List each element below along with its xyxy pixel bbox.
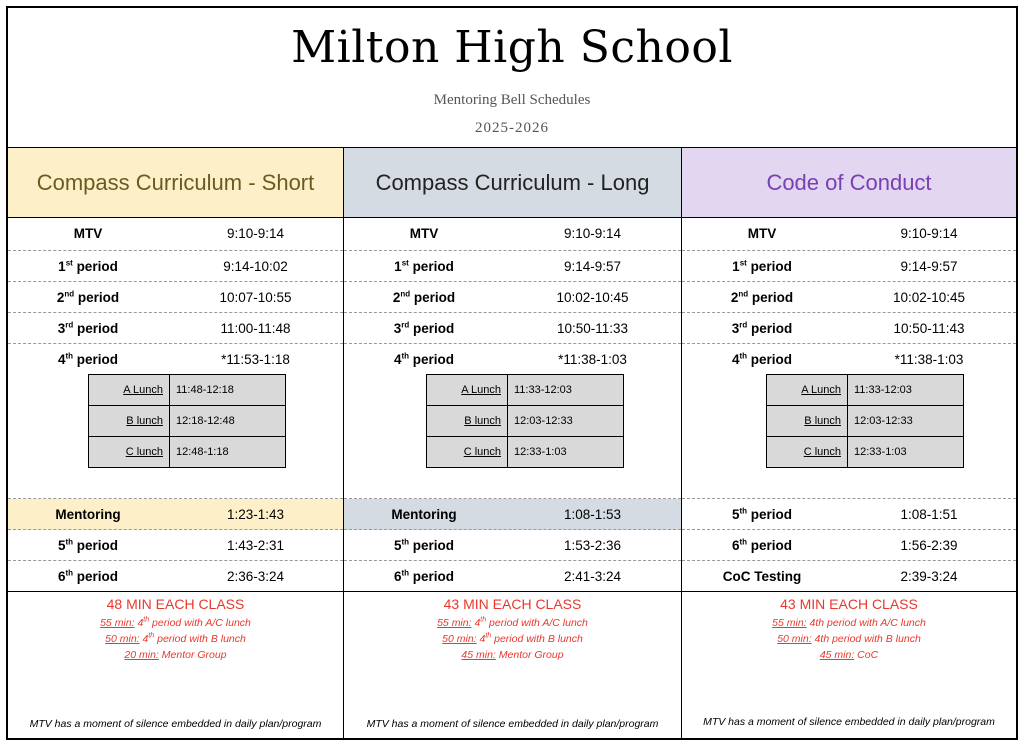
period-time: *11:38-1:03 — [558, 352, 627, 367]
class-notes — [344, 592, 681, 663]
class-notes — [8, 592, 343, 663]
ordinal-suffix: rd — [65, 320, 74, 330]
period-label: 3rd period — [393, 320, 455, 336]
period-time: 9:10-9:14 — [563, 226, 622, 241]
note-minutes: 50 min: — [442, 633, 477, 645]
schedule-row — [682, 344, 1016, 499]
note-line: 55 min: 4th period with A/C lunch — [437, 616, 588, 629]
note-minutes: 55 min: — [437, 617, 472, 629]
column-heading: Compass Curriculum - Long — [344, 148, 681, 218]
class-length: 43 MIN EACH CLASS — [443, 596, 582, 612]
period-label: CoC Testing — [722, 569, 802, 584]
schedule-row — [344, 561, 681, 592]
schedule-document — [6, 6, 1018, 740]
schedule-row — [682, 282, 1016, 313]
period-label: 2nd period — [730, 289, 794, 305]
schedule-row — [344, 313, 681, 344]
ordinal-suffix: st — [739, 258, 747, 268]
period-label: 6th period — [57, 568, 119, 584]
period-time: 1:08-1:53 — [563, 507, 622, 522]
period-label: 1st period — [732, 258, 792, 274]
period-time: 2:36-3:24 — [226, 569, 285, 584]
note-line: 45 min: Mentor Group — [461, 649, 564, 661]
period-time: 10:50-11:33 — [556, 321, 629, 336]
schedule-row — [682, 218, 1016, 251]
period-time: 11:00-11:48 — [220, 321, 291, 336]
period-label: 5th period — [731, 506, 793, 522]
ordinal-suffix: rd — [401, 320, 410, 330]
period-time: 9:10-9:14 — [900, 226, 958, 241]
schedule-row — [682, 499, 1016, 530]
lunch-name: C lunch — [767, 437, 848, 468]
ordinal-suffix: nd — [400, 289, 411, 299]
lunch-time: 12:03-12:33 — [848, 406, 964, 437]
schedule-row — [8, 499, 343, 530]
ordinal-suffix: th — [401, 537, 410, 547]
note-line: 50 min: 4th period with B lunch — [442, 632, 583, 645]
lunch-time: 11:33-12:03 — [508, 375, 624, 406]
period-label: 2nd period — [392, 289, 456, 305]
period-label: 3rd period — [731, 320, 793, 336]
document-header — [8, 8, 1016, 148]
period-label: Mentoring — [391, 507, 457, 522]
schedule-row — [344, 282, 681, 313]
ordinal-suffix: nd — [64, 289, 75, 299]
period-time: 1:53-2:36 — [563, 538, 622, 553]
ordinal-suffix: th — [480, 616, 487, 624]
ordinal-suffix: nd — [738, 289, 749, 299]
lunch-time: 11:33-12:03 — [848, 375, 964, 406]
class-length: 48 MIN EACH CLASS — [106, 596, 245, 612]
column-footer-note: MTV has a moment of silence embedded in daily plan/program — [29, 718, 322, 730]
lunch-time: 12:18-12:48 — [170, 406, 286, 437]
lunch-table — [88, 374, 286, 468]
period-time: 1:43-2:31 — [226, 538, 285, 553]
schedule-row — [682, 313, 1016, 344]
lunch-time: 12:48-1:18 — [170, 437, 286, 468]
column-heading: Compass Curriculum - Short — [8, 148, 343, 218]
period-time: *11:38-1:03 — [894, 352, 964, 367]
period-label: 1st period — [394, 258, 454, 274]
schedule-column — [344, 148, 682, 738]
lunch-time: 12:03-12:33 — [508, 406, 624, 437]
period-time: 10:50-11:43 — [893, 321, 965, 336]
ordinal-suffix: th — [65, 351, 74, 361]
period-label: MTV — [747, 226, 777, 241]
ordinal-suffix: th — [739, 537, 748, 547]
note-minutes: 45 min: — [819, 649, 855, 661]
schedule-row — [344, 499, 681, 530]
schedule-row — [682, 561, 1016, 592]
lunch-row — [427, 406, 624, 437]
period-label: MTV — [409, 226, 439, 241]
period-time: 9:14-10:02 — [223, 259, 288, 274]
schedule-row — [8, 282, 343, 313]
lunch-name: B lunch — [427, 406, 508, 437]
schedule-row — [8, 530, 343, 561]
period-label: 4th period — [57, 351, 119, 367]
document-subtitle: Mentoring Bell Schedules — [433, 92, 591, 108]
ordinal-suffix: th — [65, 537, 74, 547]
note-minutes: 20 min: — [124, 649, 159, 661]
schedule-row — [682, 530, 1016, 561]
ordinal-suffix: st — [401, 258, 409, 268]
lunch-name: B lunch — [767, 406, 848, 437]
period-time: 10:02-10:45 — [556, 290, 629, 305]
schedule-row — [344, 344, 681, 499]
lunch-name: C lunch — [427, 437, 508, 468]
schedule-row — [8, 344, 343, 499]
ordinal-suffix: st — [65, 258, 73, 268]
period-label: 6th period — [393, 568, 455, 584]
school-title: Milton High School — [291, 22, 733, 73]
lunch-row — [767, 437, 964, 468]
period-label: 1st period — [58, 258, 118, 274]
class-length: 43 MIN EACH CLASS — [780, 596, 918, 612]
lunch-time: 11:48-12:18 — [170, 375, 286, 406]
period-time: 1:23-1:43 — [226, 507, 285, 522]
period-time: 2:41-3:24 — [563, 569, 622, 584]
lunch-row — [427, 375, 624, 406]
lunch-table — [766, 374, 964, 468]
column-heading: Code of Conduct — [682, 148, 1016, 218]
class-notes — [682, 592, 1016, 663]
lunch-table — [426, 374, 624, 468]
note-minutes: 55 min: — [772, 617, 807, 629]
period-label: 6th period — [731, 537, 793, 553]
note-line: 55 min: 4th period with A/C lunch — [100, 616, 251, 629]
ordinal-suffix: th — [401, 351, 410, 361]
schedule-row — [8, 561, 343, 592]
column-footer-note: MTV has a moment of silence embedded in daily plan/program — [366, 718, 659, 730]
lunch-name: A Lunch — [427, 375, 508, 406]
lunch-row — [89, 437, 286, 468]
lunch-row — [89, 375, 286, 406]
schedule-row — [8, 313, 343, 344]
ordinal-suffix: rd — [739, 320, 748, 330]
note-minutes: 50 min: — [777, 633, 812, 645]
period-label: MTV — [73, 226, 103, 241]
ordinal-suffix: th — [401, 568, 410, 578]
note-minutes: 55 min: — [100, 617, 135, 629]
period-time: 1:56-2:39 — [900, 538, 958, 553]
note-line: 45 min: CoC — [819, 649, 879, 661]
period-time: 9:14-9:57 — [563, 259, 622, 274]
period-time: 1:08-1:51 — [900, 507, 958, 522]
lunch-time: 12:33-1:03 — [848, 437, 964, 468]
note-line: 20 min: Mentor Group — [124, 649, 227, 661]
school-year: 2025-2026 — [475, 120, 549, 136]
ordinal-suffix: th — [65, 568, 74, 578]
ordinal-suffix: th — [739, 351, 748, 361]
period-label: 5th period — [57, 537, 119, 553]
schedule-row — [682, 251, 1016, 282]
schedule-row — [8, 251, 343, 282]
period-time: *11:53-1:18 — [221, 352, 290, 367]
lunch-name: B lunch — [89, 406, 170, 437]
note-line: 50 min: 4th period with B lunch — [777, 633, 921, 645]
period-label: 2nd period — [56, 289, 120, 305]
schedule-row — [8, 218, 343, 251]
schedule-column — [682, 148, 1016, 738]
note-line: 50 min: 4th period with B lunch — [105, 632, 246, 645]
period-time: 9:10-9:14 — [226, 226, 285, 241]
lunch-name: A Lunch — [89, 375, 170, 406]
ordinal-suffix: th — [143, 616, 150, 624]
ordinal-suffix: th — [739, 506, 748, 516]
schedule-row — [344, 218, 681, 251]
period-label: Mentoring — [55, 507, 121, 522]
note-minutes: 45 min: — [461, 649, 496, 661]
lunch-row — [767, 406, 964, 437]
lunch-time: 12:33-1:03 — [508, 437, 624, 468]
note-line: 55 min: 4th period with A/C lunch — [772, 617, 926, 629]
period-label: 4th period — [393, 351, 455, 367]
lunch-name: C lunch — [89, 437, 170, 468]
note-minutes: 50 min: — [105, 633, 140, 645]
lunch-row — [89, 406, 286, 437]
lunch-row — [767, 375, 964, 406]
period-time: 10:02-10:45 — [892, 290, 966, 305]
period-label: 4th period — [731, 351, 793, 367]
period-label: 3rd period — [57, 320, 119, 336]
column-footer-note: MTV has a moment of silence embedded in daily plan/program — [703, 716, 995, 728]
schedule-row — [344, 530, 681, 561]
lunch-row — [427, 437, 624, 468]
lunch-name: A Lunch — [767, 375, 848, 406]
ordinal-suffix: th — [485, 632, 492, 640]
schedule-column — [8, 148, 344, 738]
period-label: 5th period — [393, 537, 455, 553]
schedule-row — [344, 251, 681, 282]
period-time: 2:39-3:24 — [900, 569, 958, 584]
ordinal-suffix: th — [148, 632, 155, 640]
period-time: 9:14-9:57 — [900, 259, 958, 274]
period-time: 10:07-10:55 — [219, 290, 292, 305]
